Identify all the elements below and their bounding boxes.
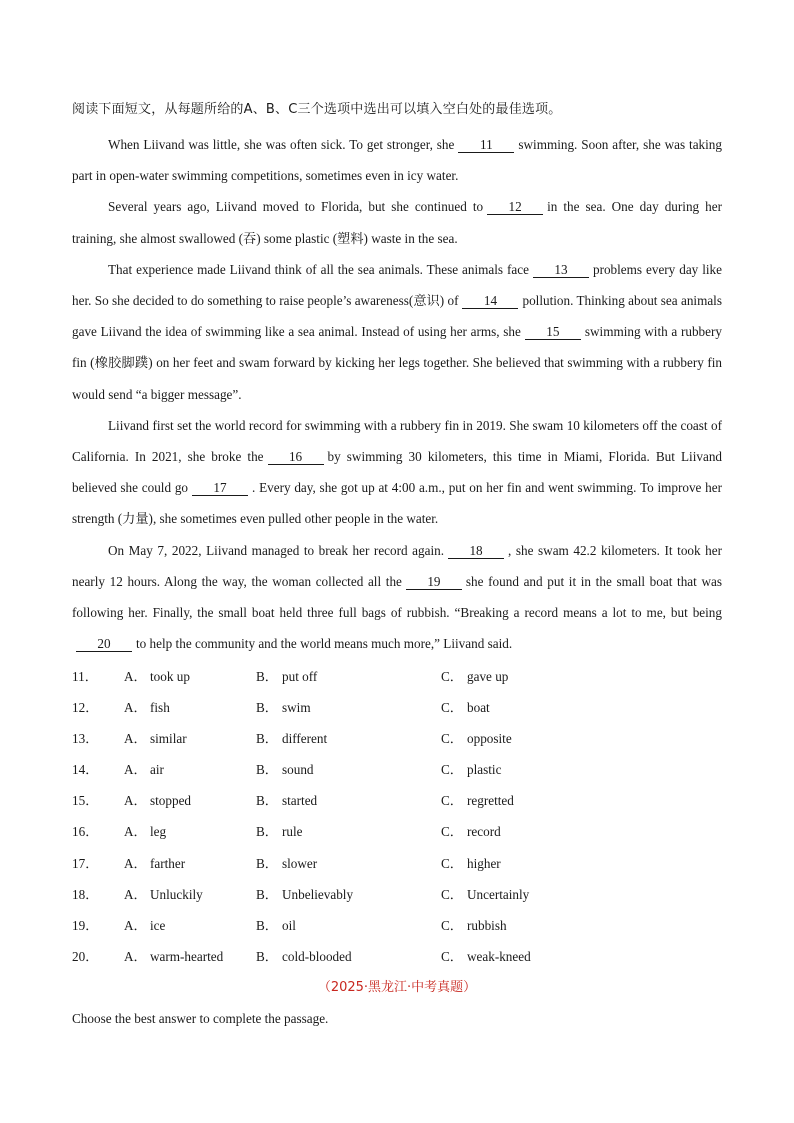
choice-letter: A． bbox=[124, 918, 147, 934]
choice-a[interactable] bbox=[124, 915, 256, 934]
choice-text: record bbox=[467, 824, 501, 840]
choice-a[interactable] bbox=[124, 666, 256, 685]
choice-letter: A． bbox=[124, 949, 147, 965]
choice-b[interactable] bbox=[256, 666, 441, 685]
choice-text: ice bbox=[150, 918, 166, 934]
choice-text: sound bbox=[282, 762, 314, 778]
choice-b[interactable] bbox=[256, 853, 441, 872]
option-row bbox=[72, 753, 722, 784]
choice-text: started bbox=[282, 793, 318, 809]
choice-letter: B． bbox=[256, 793, 278, 809]
choice-text: swim bbox=[282, 699, 311, 715]
passage-text: pollution. Thinking about sea animals gave Liivand the idea of swimming like a sea animal. Instead of using her arms, she bbox=[72, 293, 722, 340]
passage-text: That experience made Liivand think of all the sea animals. These animals face bbox=[108, 261, 529, 277]
choice-letter: B． bbox=[256, 918, 278, 934]
choice-text: higher bbox=[467, 855, 501, 871]
question-number: 12． bbox=[72, 699, 99, 715]
choice-letter: C． bbox=[441, 918, 463, 934]
choice-letter: A． bbox=[124, 793, 147, 809]
choice-c[interactable] bbox=[441, 915, 626, 934]
passage-text: . Every day, she got up at 4:00 a.m., put on her fin and went swimming. To improve her strength (力量), she sometimes even pulled other people in the water. bbox=[72, 480, 722, 527]
passage-text: to help the community and the world means much more,” Liivand said. bbox=[136, 636, 513, 652]
choice-letter: C． bbox=[441, 824, 463, 840]
choice-text: rule bbox=[282, 824, 303, 840]
blank-18: 18 bbox=[448, 543, 504, 559]
option-row bbox=[72, 722, 722, 753]
passage-text: When Liivand was little, she was often sick. To get stronger, she bbox=[108, 137, 455, 152]
choice-a[interactable] bbox=[124, 853, 256, 872]
choice-letter: B． bbox=[256, 762, 278, 778]
cloze-passage bbox=[72, 129, 722, 659]
choice-text: similar bbox=[150, 730, 187, 746]
blank-15: 15 bbox=[525, 324, 581, 340]
blank-13: 13 bbox=[533, 262, 589, 278]
choice-c[interactable] bbox=[441, 666, 626, 685]
question-number: 16． bbox=[72, 824, 99, 840]
choice-a[interactable] bbox=[124, 728, 256, 747]
blank-12: 12 bbox=[487, 199, 543, 215]
choice-text: farther bbox=[150, 855, 186, 871]
instruction-chinese: 阅读下面短文，从每题所给的A、B、C三个选项中选出可以填入空白处的最佳选项。 bbox=[72, 102, 562, 117]
question-number: 13． bbox=[72, 730, 99, 746]
choice-text: took up bbox=[150, 668, 190, 684]
option-row bbox=[72, 909, 722, 940]
choice-letter: C． bbox=[441, 949, 463, 965]
choice-text: weak-kneed bbox=[467, 949, 531, 965]
choice-text: put off bbox=[282, 668, 318, 684]
choice-text: leg bbox=[150, 824, 167, 840]
choice-text: Uncertainly bbox=[467, 886, 530, 902]
option-row bbox=[72, 815, 722, 846]
choice-b[interactable] bbox=[256, 946, 441, 965]
choice-text: air bbox=[150, 762, 164, 778]
choice-letter: C． bbox=[441, 855, 463, 871]
choice-text: Unluckily bbox=[150, 886, 203, 902]
choice-text: gave up bbox=[467, 668, 509, 684]
paragraph-4 bbox=[72, 410, 722, 535]
paragraph-3 bbox=[72, 254, 722, 410]
choice-letter: C． bbox=[441, 730, 463, 746]
passage-text: problems every day like her. So she decided to do something to raise people’s awareness(意识) of bbox=[72, 261, 722, 309]
choice-letter: C． bbox=[441, 762, 463, 778]
worksheet-page bbox=[72, 98, 722, 1034]
blank-11: 11 bbox=[458, 137, 514, 153]
option-row bbox=[72, 940, 722, 971]
option-row bbox=[72, 691, 722, 722]
choice-c[interactable] bbox=[441, 759, 626, 778]
choice-text: stopped bbox=[150, 793, 192, 809]
choice-letter: A． bbox=[124, 699, 147, 715]
question-number: 18． bbox=[72, 886, 99, 902]
choice-letter: A． bbox=[124, 668, 147, 684]
choice-text: fish bbox=[150, 699, 170, 715]
choice-letter: B． bbox=[256, 824, 278, 840]
question-number: 15． bbox=[72, 793, 99, 809]
choice-a[interactable] bbox=[124, 790, 256, 809]
choice-b[interactable] bbox=[256, 884, 441, 903]
choice-letter: B． bbox=[256, 668, 278, 684]
option-row bbox=[72, 659, 722, 690]
blank-16: 16 bbox=[268, 449, 324, 465]
choice-c[interactable] bbox=[441, 790, 626, 809]
choice-c[interactable] bbox=[441, 728, 626, 747]
choice-text: slower bbox=[282, 855, 318, 871]
choice-letter: B． bbox=[256, 886, 278, 902]
answer-options bbox=[72, 659, 722, 971]
passage-text: On May 7, 2022, Liivand managed to break her record again. bbox=[108, 542, 445, 558]
choice-a[interactable] bbox=[124, 697, 256, 716]
question-number: 17． bbox=[72, 855, 99, 871]
choice-letter: C． bbox=[441, 793, 463, 809]
choice-text: rubbish bbox=[467, 918, 507, 934]
choice-letter: B． bbox=[256, 730, 278, 746]
choice-letter: A． bbox=[124, 886, 147, 902]
choice-c[interactable] bbox=[441, 853, 626, 872]
blank-19: 19 bbox=[406, 574, 462, 590]
choice-text: plastic bbox=[467, 762, 502, 778]
choice-b[interactable] bbox=[256, 759, 441, 778]
passage-text: by swimming 30 kilometers, this time in Miami, Florida. But Liivand believed she could go bbox=[72, 449, 723, 496]
choice-text: oil bbox=[282, 918, 296, 934]
choice-c[interactable] bbox=[441, 821, 626, 840]
choice-text: opposite bbox=[467, 730, 512, 746]
choice-a[interactable] bbox=[124, 884, 256, 903]
choice-b[interactable] bbox=[256, 728, 441, 747]
choice-letter: C． bbox=[441, 886, 463, 902]
question-number: 19． bbox=[72, 918, 99, 934]
choice-a[interactable] bbox=[124, 821, 256, 840]
option-row bbox=[72, 784, 722, 815]
choice-letter: A． bbox=[124, 762, 147, 778]
choice-c[interactable] bbox=[441, 697, 626, 716]
choice-letter: A． bbox=[124, 730, 147, 746]
option-row bbox=[72, 847, 722, 878]
choice-letter: B． bbox=[256, 699, 278, 715]
choice-letter: C． bbox=[441, 668, 463, 684]
passage-text: Liivand first set the world record for swimming with a rubbery fin in 2019. She swam 10 kilometers off the coast of California. In 2021, she broke the bbox=[72, 417, 722, 465]
instruction-english: Choose the best answer to complete the passage. bbox=[72, 1011, 329, 1027]
blank-20: 20 bbox=[76, 636, 132, 652]
blank-14: 14 bbox=[462, 293, 518, 309]
choice-letter: B． bbox=[256, 855, 278, 871]
passage-text: swimming with a rubbery fin (橡胶脚蹼) on her feet and swam forward by kicking her legs together. She believed that swimming with a rubbery fin would send “a bigger message”. bbox=[72, 324, 722, 402]
choice-text: boat bbox=[467, 699, 490, 715]
choice-b[interactable] bbox=[256, 790, 441, 809]
choice-b[interactable] bbox=[256, 697, 441, 716]
choice-a[interactable] bbox=[124, 946, 256, 965]
choice-a[interactable] bbox=[124, 759, 256, 778]
passage-text: , she swam 42.2 kilometers. It took her nearly 12 hours. Along the way, the woman collected all the bbox=[72, 542, 722, 589]
choice-text: warm-hearted bbox=[150, 949, 224, 965]
question-number: 11． bbox=[72, 668, 98, 684]
passage-text: in the sea. One day during her training, she almost swallowed (吞) some plastic (塑料) waste in the sea. bbox=[72, 199, 722, 246]
choice-text: Unbelievably bbox=[282, 886, 354, 902]
question-number: 20． bbox=[72, 949, 99, 965]
choice-text: different bbox=[282, 730, 328, 746]
paragraph-2 bbox=[72, 191, 722, 253]
choice-text: regretted bbox=[467, 793, 514, 809]
choice-c[interactable] bbox=[441, 946, 626, 965]
choice-c[interactable] bbox=[441, 884, 626, 903]
choice-b[interactable] bbox=[256, 821, 441, 840]
choice-b[interactable] bbox=[256, 915, 441, 934]
choice-text: cold-blooded bbox=[282, 949, 352, 965]
passage-text: she found and put it in the small boat that was following her. Finally, the small boat held three full bags of rubbish. “Breaking a record means a lot to me, but being bbox=[72, 573, 722, 621]
choice-letter: A． bbox=[124, 824, 147, 840]
choice-letter: C． bbox=[441, 699, 463, 715]
blank-17: 17 bbox=[192, 480, 248, 496]
passage-text: Several years ago, Liivand moved to Florida, but she continued to bbox=[108, 199, 484, 215]
paragraph-5 bbox=[72, 535, 722, 660]
choice-letter: B． bbox=[256, 949, 278, 965]
choice-letter: A． bbox=[124, 855, 147, 871]
question-number: 14． bbox=[72, 762, 99, 778]
source-tag: （2025·黑龙江·中考真题） bbox=[317, 980, 477, 996]
paragraph-1 bbox=[72, 129, 722, 191]
option-row bbox=[72, 878, 722, 909]
passage-text: swimming. Soon after, she was taking part in open-water swimming competitions, sometimes even in icy water. bbox=[72, 137, 722, 184]
